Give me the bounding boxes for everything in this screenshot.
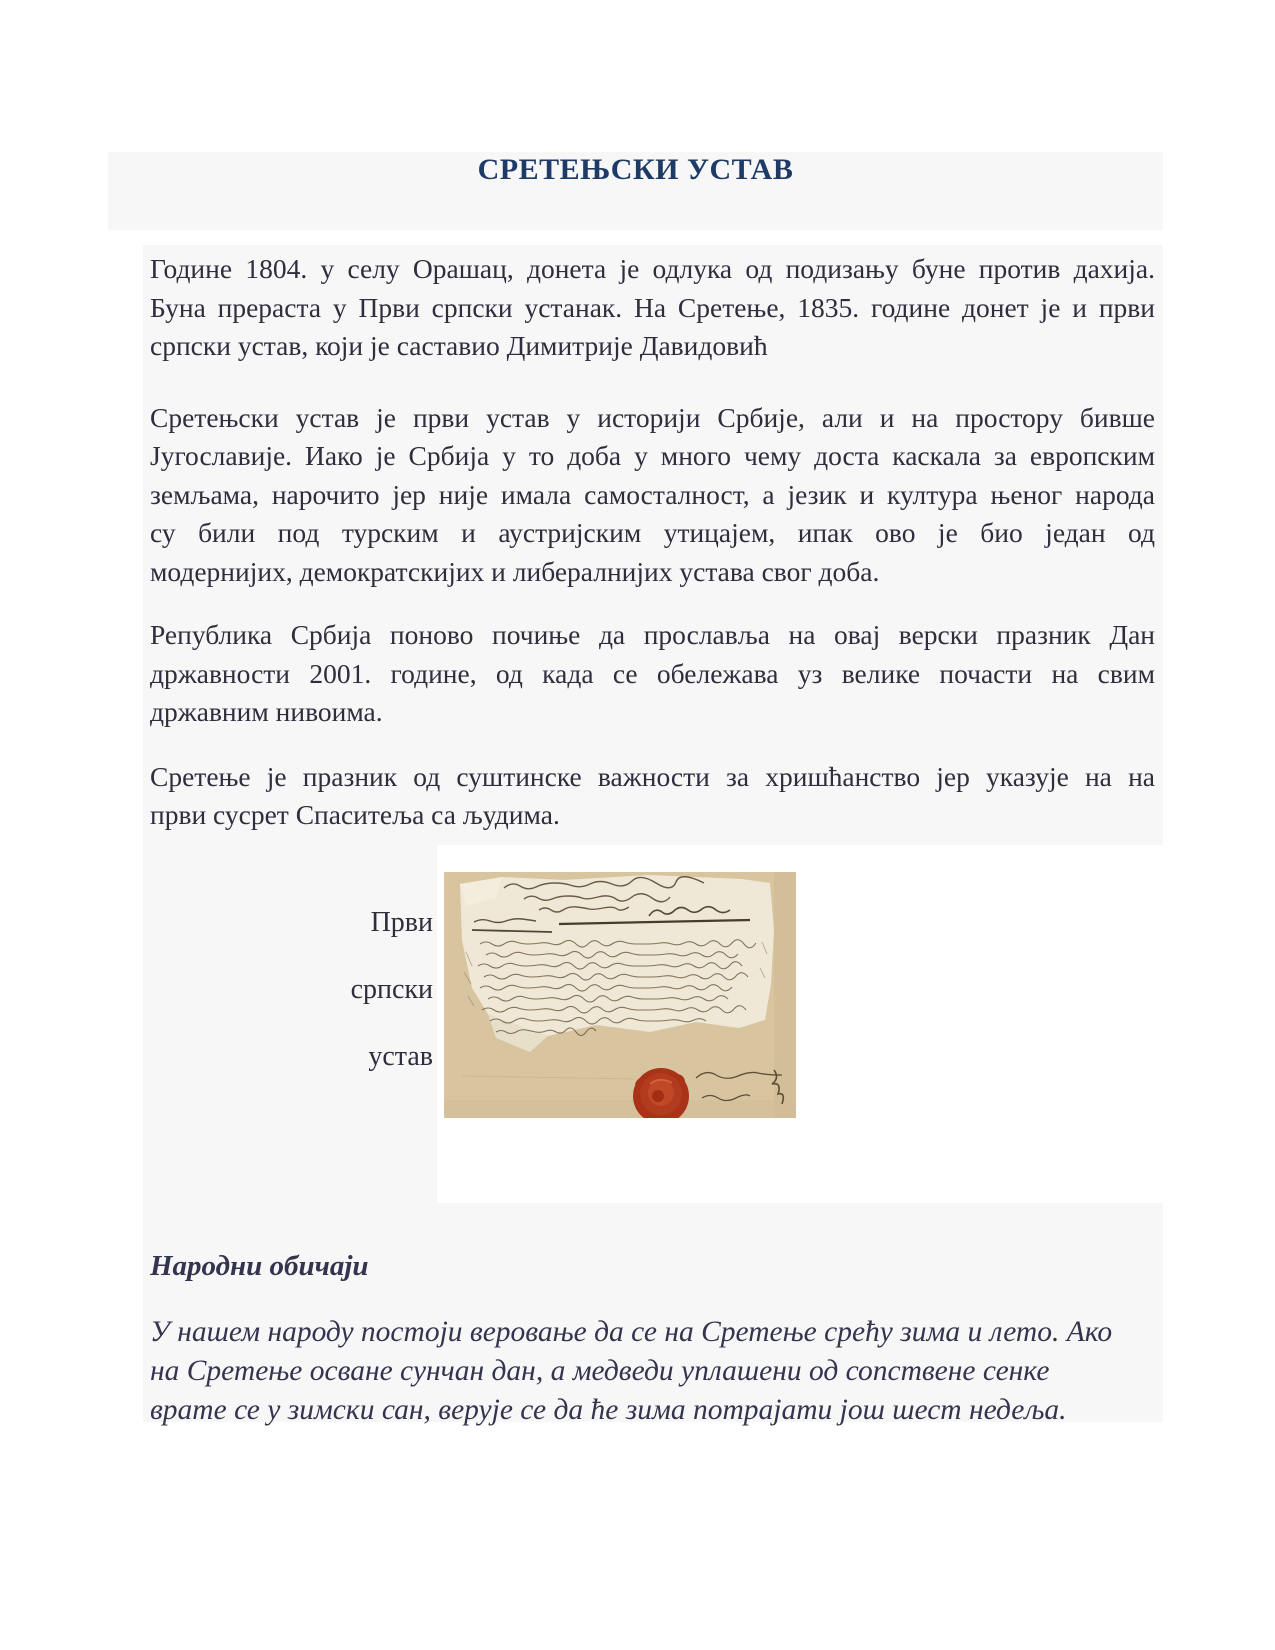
paragraph-line: земљама, нарочито јер није имала самосталност, а језик и култура њеног народа [150, 478, 1155, 510]
paragraph-intro [150, 250, 1155, 366]
paragraph-line: државности 2001. године, од када се обележава уз велике почасти на свим [150, 657, 1155, 689]
folklore-section [143, 1203, 1163, 1426]
paragraph-line: Југославије. Иако је Србија у то доба у много чему доста каскала за европским [150, 440, 1155, 471]
figure-caption-line: устав [368, 1041, 433, 1072]
paragraph-line: државним нивоима. [150, 696, 383, 727]
paragraph-line: српски устав, који је саставио Димитрије Давидовић [150, 330, 768, 361]
folklore-line: У нашем народу постоји веровање да се на Сретење срећу зима и лето. Ако [150, 1316, 1113, 1348]
folklore-heading: Народни обичаји [150, 1250, 369, 1282]
constitution-document-image [444, 872, 796, 1118]
paragraph-religious [150, 758, 1155, 835]
paragraph-line: Буна прераста у Први српски устанак. На Сретење, 1835. године донет је и први [150, 291, 1155, 323]
paragraph-line: модернијих, демократскијих и либералнијих устава свог доба. [150, 555, 880, 587]
paragraph-line: Република Србија поново почиње да прославља на овај верски празник Дан [150, 619, 1155, 650]
figure-section [143, 845, 1163, 1203]
paragraph-line: први сусрет Спаситеља са људима. [150, 799, 560, 830]
figure-caption [143, 908, 433, 1109]
folklore-line: на Сретење осване сунчан дан, а медведи уплашени од сопствене сенке [150, 1355, 1050, 1387]
folklore-line: врате се у зимски сан, верује се да ће зима потрајати још шест недеља. [150, 1394, 1067, 1426]
paragraph-history [150, 399, 1155, 592]
paragraph-line: су били под турским и аустријским утицајем, ипак ово је био један од [150, 517, 1155, 548]
paragraph-line: Сретењски устав је први устав у историји Србије, али и на простору бивше [150, 401, 1155, 433]
paragraph-statehood-day [150, 616, 1155, 732]
page-title: СРЕТЕЊСКИ УСТАВ [477, 153, 794, 186]
article-body [143, 245, 1163, 845]
paragraph-line: Сретење је празник од суштинске важности за хришћанство јер указује на на [150, 760, 1155, 792]
figure-caption-line: Први [370, 907, 433, 938]
figure-caption-line: српски [350, 974, 433, 1005]
figure-frame [437, 845, 1163, 1203]
paragraph-line: Године 1804. у селу Орашац, донета је одлука од подизању буне против дахија. [150, 253, 1155, 284]
title-band [108, 152, 1163, 230]
